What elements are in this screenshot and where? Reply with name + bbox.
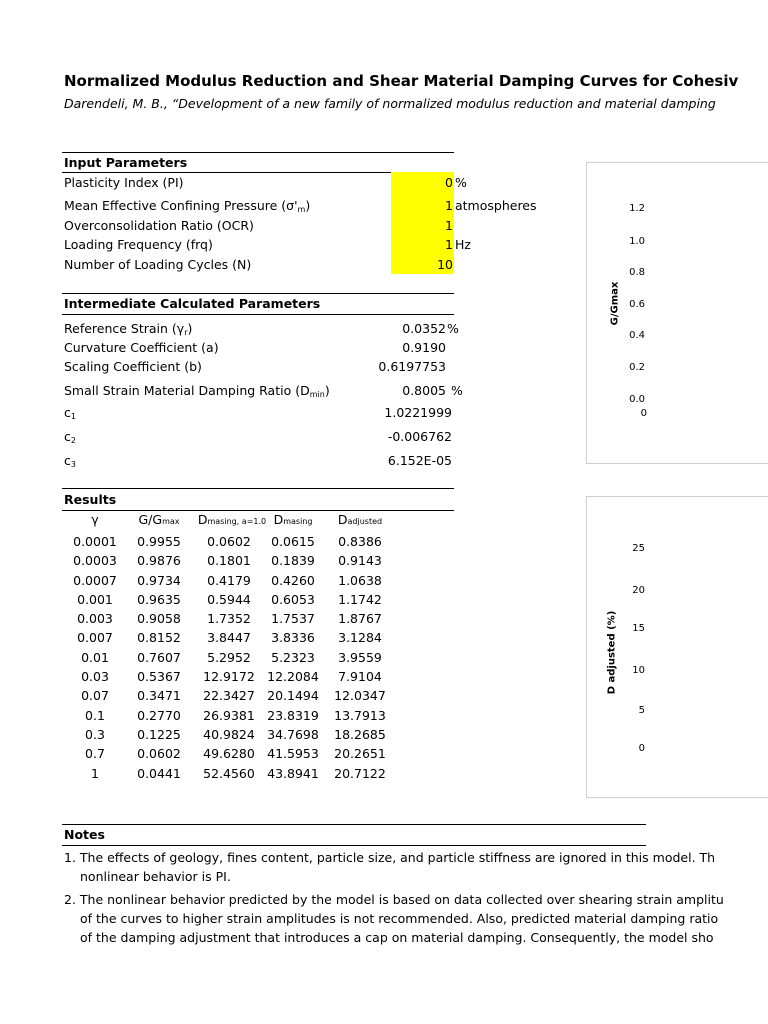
note-2-line-1: 2. The nonlinear behavior predicted by the model is based on data collected over shearing strain amplitu <box>64 892 724 907</box>
cell-gamma: 0.07 <box>81 688 109 704</box>
cell-gamma: 0.001 <box>77 591 113 607</box>
cell-dmasing: 0.6053 <box>271 591 315 607</box>
cell-dmasing: 34.7698 <box>267 726 319 742</box>
cell-dadjusted: 18.2685 <box>334 726 386 742</box>
cell-dadjusted: 0.8386 <box>338 534 382 549</box>
cell-dmasing-a1: 1.7352 <box>207 611 251 627</box>
damping-chart <box>586 496 768 798</box>
modulus-chart-tick-label: 1.2 <box>629 203 645 214</box>
divider <box>62 824 646 825</box>
c3-value: 6.152E-05 <box>387 453 452 468</box>
cell-gamma: 0.003 <box>77 611 113 627</box>
page-title: Normalized Modulus Reduction and Shear Material Damping Curves for Cohesiv <box>64 72 739 90</box>
input-header: Input Parameters <box>64 155 188 170</box>
cell-ggmax: 0.9955 <box>137 534 181 549</box>
input-unit-frq: Hz <box>455 237 471 252</box>
cell-dmasing: 12.2084 <box>267 669 319 685</box>
modulus-chart-tick-label: 0.0 <box>629 394 645 405</box>
cell-dmasing: 43.8941 <box>267 765 319 781</box>
cell-dadjusted: 1.8767 <box>338 611 382 627</box>
damping-chart-tick-label: 20 <box>632 585 645 596</box>
cell-dadjusted: 0.9143 <box>338 553 382 569</box>
notes-header: Notes <box>64 827 105 842</box>
dmin-value: 0.8005 <box>402 383 446 398</box>
cell-dmasing: 1.7537 <box>271 611 315 627</box>
curvature-value: 0.9190 <box>402 340 446 355</box>
curvature-label: Curvature Coefficient (a) <box>64 340 219 355</box>
input-label-pi: Plasticity Index (PI) <box>64 175 184 190</box>
divider <box>62 488 454 489</box>
cell-gamma: 0.007 <box>77 630 113 646</box>
dmin-label: Small Strain Material Damping Ratio $(D_{min})$ <box>64 383 330 399</box>
note-2-line-3: of the damping adjustment that introduces a cap on material damping. Consequently, the model sho <box>80 930 714 945</box>
c1-label: $c_1$ <box>64 405 76 421</box>
damping-chart-tick-label: 15 <box>632 623 645 634</box>
col-header-dmasing: Dmasing <box>273 512 313 527</box>
modulus-chart-tick-label: 0.8 <box>629 267 645 278</box>
cell-dmasing-a1: 22.3427 <box>203 688 255 704</box>
col-header-ggmax: G/Gmax <box>138 512 180 527</box>
input-label-confining: Mean Effective Confining Pressure $(\sigma'_m)$ <box>64 198 311 214</box>
cell-dmasing-a1: 0.0602 <box>207 534 251 549</box>
note-1-line-1: 1. The effects of geology, fines content, particle size, and particle stiffness are ignored in this model. Th <box>64 850 716 865</box>
divider <box>62 152 454 153</box>
cell-gamma: 0.7 <box>85 746 105 762</box>
cell-ggmax: 0.8152 <box>137 630 181 646</box>
scaling-label: Scaling Coefficient (b) <box>64 359 202 374</box>
c3-label: $c_3$ <box>64 453 76 469</box>
cell-dadjusted: 7.9104 <box>338 669 382 685</box>
modulus-chart-tick-label: 1.0 <box>629 236 645 247</box>
dmin-unit: % <box>451 383 463 398</box>
cell-dmasing-a1: 0.5944 <box>207 591 251 607</box>
c2-label: $c_2$ <box>64 429 76 445</box>
divider <box>62 510 454 511</box>
input-label-cycles: Number of Loading Cycles (N) <box>64 257 252 272</box>
damping-chart-ylabel: D adjusted (%) <box>606 610 618 695</box>
cell-ggmax: 0.9635 <box>137 591 181 607</box>
cell-dmasing-a1: 5.2952 <box>207 649 251 665</box>
cell-dmasing: 23.8319 <box>267 707 319 723</box>
modulus-chart-tick-label: 0.4 <box>629 330 645 341</box>
cell-gamma: 1 <box>91 765 99 781</box>
results-header: Results <box>64 492 117 507</box>
damping-chart-tick-label: 0 <box>638 743 645 754</box>
c2-value: -0.006762 <box>387 429 452 444</box>
cell-dadjusted: 1.1742 <box>338 591 382 607</box>
cell-dmasing-a1: 0.4179 <box>207 572 251 588</box>
cell-dadjusted: 3.1284 <box>338 630 382 646</box>
modulus-chart-tick-label: 0.2 <box>629 362 645 373</box>
cell-dadjusted: 13.7913 <box>334 707 386 723</box>
modulus-chart-xtick: 0 <box>640 408 647 419</box>
cell-dmasing: 0.4260 <box>271 572 315 588</box>
cell-dmasing: 41.5953 <box>267 746 319 762</box>
cell-dadjusted: 20.2651 <box>334 746 386 762</box>
cell-dadjusted: 1.0638 <box>338 572 382 588</box>
cell-ggmax: 0.2770 <box>137 707 181 723</box>
damping-chart-tick-label: 5 <box>638 705 645 716</box>
cell-gamma: 0.01 <box>81 649 109 665</box>
cell-dmasing: 3.8336 <box>271 630 315 646</box>
cell-dmasing-a1: 3.8447 <box>207 630 251 646</box>
cell-dmasing-a1: 40.9824 <box>203 726 255 742</box>
input-label-frq: Loading Frequency (frq) <box>64 237 213 252</box>
damping-chart-tick-label: 25 <box>632 543 645 554</box>
c1-value: 1.0221999 <box>384 405 452 420</box>
cell-dmasing: 20.1494 <box>267 688 319 704</box>
intermediate-header: Intermediate Calculated Parameters <box>64 296 321 311</box>
scaling-value: 0.6197753 <box>378 359 446 374</box>
ref-strain-unit: % <box>447 321 459 336</box>
divider <box>62 293 454 294</box>
input-value-ocr[interactable]: 1 <box>445 218 453 233</box>
ref-strain-label: Reference Strain $(\gamma_r)$ <box>64 321 193 337</box>
cell-gamma: 0.0001 <box>73 534 117 549</box>
cell-ggmax: 0.9734 <box>137 572 181 588</box>
cell-ggmax: 0.9058 <box>137 611 181 627</box>
cell-dadjusted: 12.0347 <box>334 688 386 704</box>
cell-ggmax: 0.0602 <box>137 746 181 762</box>
cell-dmasing: 0.1839 <box>271 553 315 569</box>
cell-dadjusted: 20.7122 <box>334 765 386 781</box>
input-value-confining[interactable]: 1 <box>445 198 453 213</box>
cell-gamma: 0.0007 <box>73 572 117 588</box>
cell-dadjusted: 3.9559 <box>338 649 382 665</box>
note-2-line-2: of the curves to higher strain amplitudes is not recommended. Also, predicted material damping ratio <box>80 911 719 926</box>
cell-ggmax: 0.1225 <box>137 726 181 742</box>
cell-gamma: 0.1 <box>85 707 105 723</box>
input-value-frq[interactable]: 1 <box>445 237 453 252</box>
note-1-line-2: nonlinear behavior is PI. <box>80 869 231 884</box>
cell-dmasing: 5.2323 <box>271 649 315 665</box>
citation: Darendeli, M. B., “Development of a new family of normalized modulus reduction and material damping <box>64 96 716 111</box>
cell-dmasing-a1: 26.9381 <box>203 707 255 723</box>
cell-ggmax: 0.7607 <box>137 649 181 665</box>
cell-ggmax: 0.3471 <box>137 688 181 704</box>
col-header-dmasing-a1: Dmasing, a=1.0 <box>197 512 267 527</box>
cell-dmasing-a1: 52.4560 <box>203 765 255 781</box>
cell-gamma: 0.03 <box>81 669 109 685</box>
cell-dmasing-a1: 49.6280 <box>203 746 255 762</box>
input-label-ocr: Overconsolidation Ratio (OCR) <box>64 218 254 233</box>
modulus-chart <box>586 162 768 464</box>
modulus-chart-tick-label: 0.6 <box>629 299 645 310</box>
cell-dmasing-a1: 0.1801 <box>207 553 251 569</box>
input-unit-confining: atmospheres <box>455 198 537 213</box>
divider <box>62 314 454 315</box>
damping-chart-tick-label: 10 <box>632 665 645 676</box>
cell-ggmax: 0.0441 <box>137 765 181 781</box>
cell-dmasing-a1: 12.9172 <box>203 669 255 685</box>
divider <box>62 845 646 846</box>
input-value-pi[interactable]: 0 <box>445 175 453 190</box>
col-header-dadjusted: Dadjusted <box>337 512 383 527</box>
input-unit-pi: % <box>455 175 467 190</box>
cell-gamma: 0.3 <box>85 726 105 742</box>
cell-gamma: 0.0003 <box>73 553 117 569</box>
col-header-gamma: γ <box>91 512 99 527</box>
input-value-cycles[interactable]: 10 <box>437 257 453 272</box>
cell-ggmax: 0.5367 <box>137 669 181 685</box>
cell-ggmax: 0.9876 <box>137 553 181 569</box>
modulus-chart-ylabel: G/Gmax <box>609 281 621 326</box>
cell-dmasing: 0.0615 <box>271 534 315 549</box>
ref-strain-value: 0.0352 <box>402 321 446 336</box>
